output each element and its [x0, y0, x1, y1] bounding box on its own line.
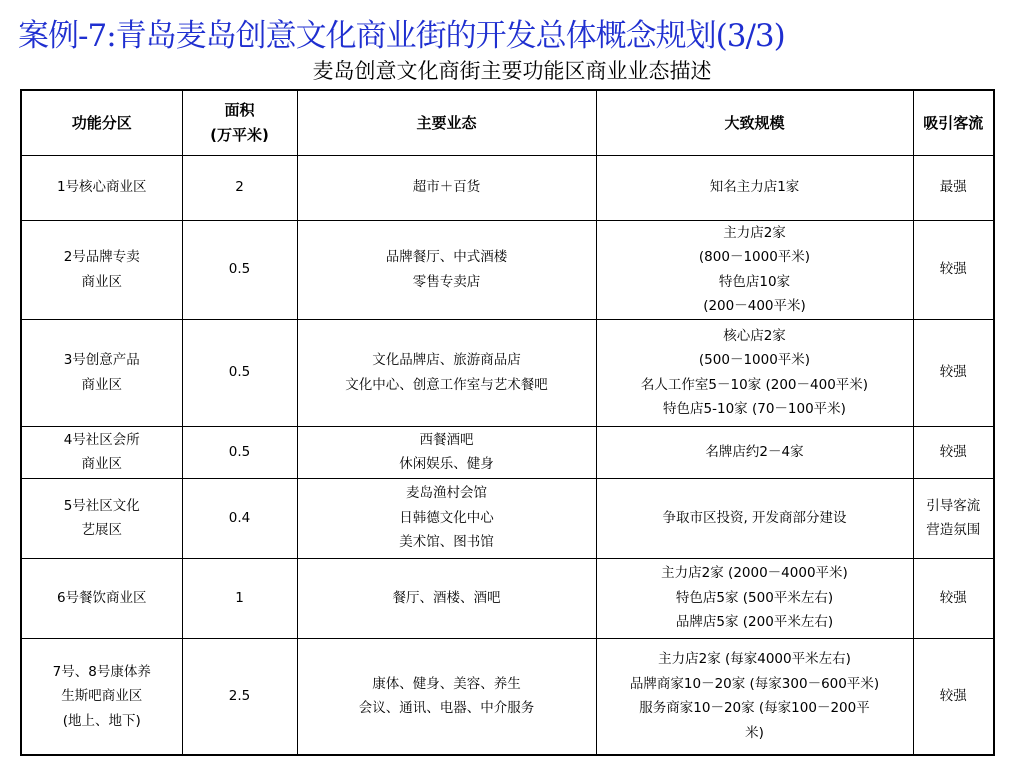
- cell-zone-line: 商业区: [81, 376, 122, 393]
- cell-scale-line: (800－1000平米): [698, 249, 811, 265]
- cell-area: 2: [182, 155, 297, 220]
- table-row: [21, 155, 994, 220]
- cell-scale-line: 品牌店5家 (200平米左右): [675, 614, 834, 631]
- table-body: [21, 155, 994, 755]
- cell-zone-line: 5号社区文化: [63, 497, 140, 514]
- cell-business: [297, 558, 596, 638]
- cell-scale-line: 特色店5家 (500平米左右): [675, 589, 834, 606]
- cell-scale-line: (200－400平米): [703, 298, 806, 314]
- cell-zone-line: 4号社区会所: [63, 431, 140, 448]
- cell-business: [297, 478, 596, 558]
- cell-zone-line: 生斯吧商业区: [61, 688, 143, 704]
- cell-zone-line: 3号创意产品: [63, 352, 140, 368]
- table-row: [21, 558, 994, 638]
- cell-attraction: [913, 478, 994, 558]
- business-table: [20, 89, 995, 756]
- cell-zone: [21, 478, 182, 558]
- cell-zone-line: (地上、地下): [62, 712, 141, 729]
- cell-scale: [596, 558, 913, 638]
- cell-scale: [596, 478, 913, 558]
- cell-business-line: 零售专卖店: [412, 273, 481, 290]
- cell-business: [297, 319, 596, 426]
- cell-business-line: 餐厅、酒楼、酒吧: [392, 589, 501, 606]
- cell-zone-line: 1号核心商业区: [56, 179, 147, 196]
- table-row: [21, 220, 994, 319]
- cell-business-line: 文化中心、创意工作室与艺术餐吧: [345, 376, 548, 393]
- cell-scale: [596, 426, 913, 478]
- cell-scale-line: 争取市区投资, 开发商部分建设: [662, 509, 847, 526]
- table-row: [21, 478, 994, 558]
- cell-attraction-line: 较强: [939, 261, 967, 278]
- cell-scale: [596, 319, 913, 426]
- cell-business-line: 品牌餐厅、中式酒楼: [385, 249, 508, 265]
- cell-zone: [21, 426, 182, 478]
- cell-business-line: 麦岛渔村会馆: [406, 485, 487, 502]
- cell-business-line: 美术馆、图书馆: [399, 534, 494, 551]
- cell-attraction-line: 较强: [939, 688, 967, 704]
- cell-scale-line: (500－1000平米): [698, 352, 811, 368]
- header-area-line2: (万平米): [210, 125, 269, 144]
- cell-attraction-line: 营造氛围: [926, 522, 981, 538]
- cell-scale-line: 名人工作室5－10家 (200－400平米): [640, 376, 869, 393]
- cell-business: [297, 155, 596, 220]
- header-attraction: 吸引客流: [913, 90, 994, 155]
- cell-business-line: 康体、健身、美容、养生: [372, 675, 521, 692]
- cell-zone-line: 商业区: [81, 273, 122, 290]
- cell-area: 0.5: [182, 426, 297, 478]
- cell-attraction: [913, 558, 994, 638]
- cell-zone-line: 7号、8号康体养: [52, 663, 151, 680]
- header-area-line1: 面积: [224, 101, 255, 120]
- cell-scale-line: 主力店2家 (每家4000平米左右): [658, 651, 851, 668]
- cell-scale-line: 主力店2家 (2000－4000平米): [661, 565, 848, 582]
- cell-area: 2.5: [182, 638, 297, 755]
- cell-scale-line: 核心店2家: [723, 327, 786, 344]
- cell-scale-line: 特色店5-10家 (70－100平米): [663, 401, 846, 417]
- cell-business-line: 文化品牌店、旅游商品店: [372, 352, 521, 368]
- cell-zone-line: 艺展区: [81, 522, 122, 538]
- slide-subtitle: 麦岛创意文化商街主要功能区商业业态描述: [312, 59, 712, 83]
- cell-attraction-line: 较强: [939, 589, 967, 606]
- cell-attraction-line: 较强: [939, 364, 967, 381]
- cell-attraction: [913, 155, 994, 220]
- cell-area: 0.4: [182, 478, 297, 558]
- table-header-row: [21, 90, 994, 155]
- cell-area: 0.5: [182, 220, 297, 319]
- cell-attraction-line: 较强: [939, 443, 967, 460]
- cell-scale-line: 特色店10家: [718, 273, 791, 290]
- slide-title: 案例-7:青岛麦岛创意文化商业街的开发总体概念规划(3/3): [18, 18, 785, 54]
- header-scale: 大致规模: [596, 90, 913, 155]
- cell-business-line: 休闲娱乐、健身: [399, 456, 494, 472]
- cell-scale-line: 主力店2家: [723, 224, 786, 241]
- cell-business-line: 西餐酒吧: [419, 431, 474, 448]
- cell-attraction: [913, 220, 994, 319]
- cell-scale-line: 服务商家10－20家 (每家100－200平: [639, 700, 870, 717]
- header-business: 主要业态: [297, 90, 596, 155]
- cell-business: [297, 426, 596, 478]
- cell-attraction: [913, 638, 994, 755]
- table-row: [21, 319, 994, 426]
- cell-zone-line: 6号餐饮商业区: [56, 589, 147, 606]
- cell-scale-line: 名牌店约2－4家: [705, 443, 804, 460]
- cell-area: 0.5: [182, 319, 297, 426]
- cell-scale-line: 米): [745, 724, 764, 741]
- cell-zone: [21, 558, 182, 638]
- cell-area: 1: [182, 558, 297, 638]
- header-area: [182, 90, 297, 155]
- cell-zone-line: 2号品牌专卖: [63, 249, 140, 265]
- cell-zone-line: 商业区: [81, 456, 122, 472]
- header-zone: 功能分区: [21, 90, 182, 155]
- cell-attraction-line: 引导客流: [926, 497, 981, 514]
- cell-business-line: 超市＋百货: [412, 179, 481, 196]
- cell-business: [297, 220, 596, 319]
- cell-business: [297, 638, 596, 755]
- cell-attraction-line: 最强: [939, 179, 967, 196]
- cell-business-line: 会议、通讯、电器、中介服务: [358, 700, 535, 717]
- cell-zone: [21, 638, 182, 755]
- cell-zone: [21, 220, 182, 319]
- cell-scale: [596, 155, 913, 220]
- cell-zone: [21, 319, 182, 426]
- cell-scale: [596, 638, 913, 755]
- cell-business-line: 日韩德文化中心: [399, 509, 494, 526]
- cell-attraction: [913, 319, 994, 426]
- cell-scale: [596, 220, 913, 319]
- table-row: [21, 638, 994, 755]
- cell-scale-line: 品牌商家10－20家 (每家300－600平米): [629, 675, 880, 692]
- table-row: [21, 426, 994, 478]
- cell-zone: [21, 155, 182, 220]
- cell-attraction: [913, 426, 994, 478]
- cell-scale-line: 知名主力店1家: [709, 179, 800, 196]
